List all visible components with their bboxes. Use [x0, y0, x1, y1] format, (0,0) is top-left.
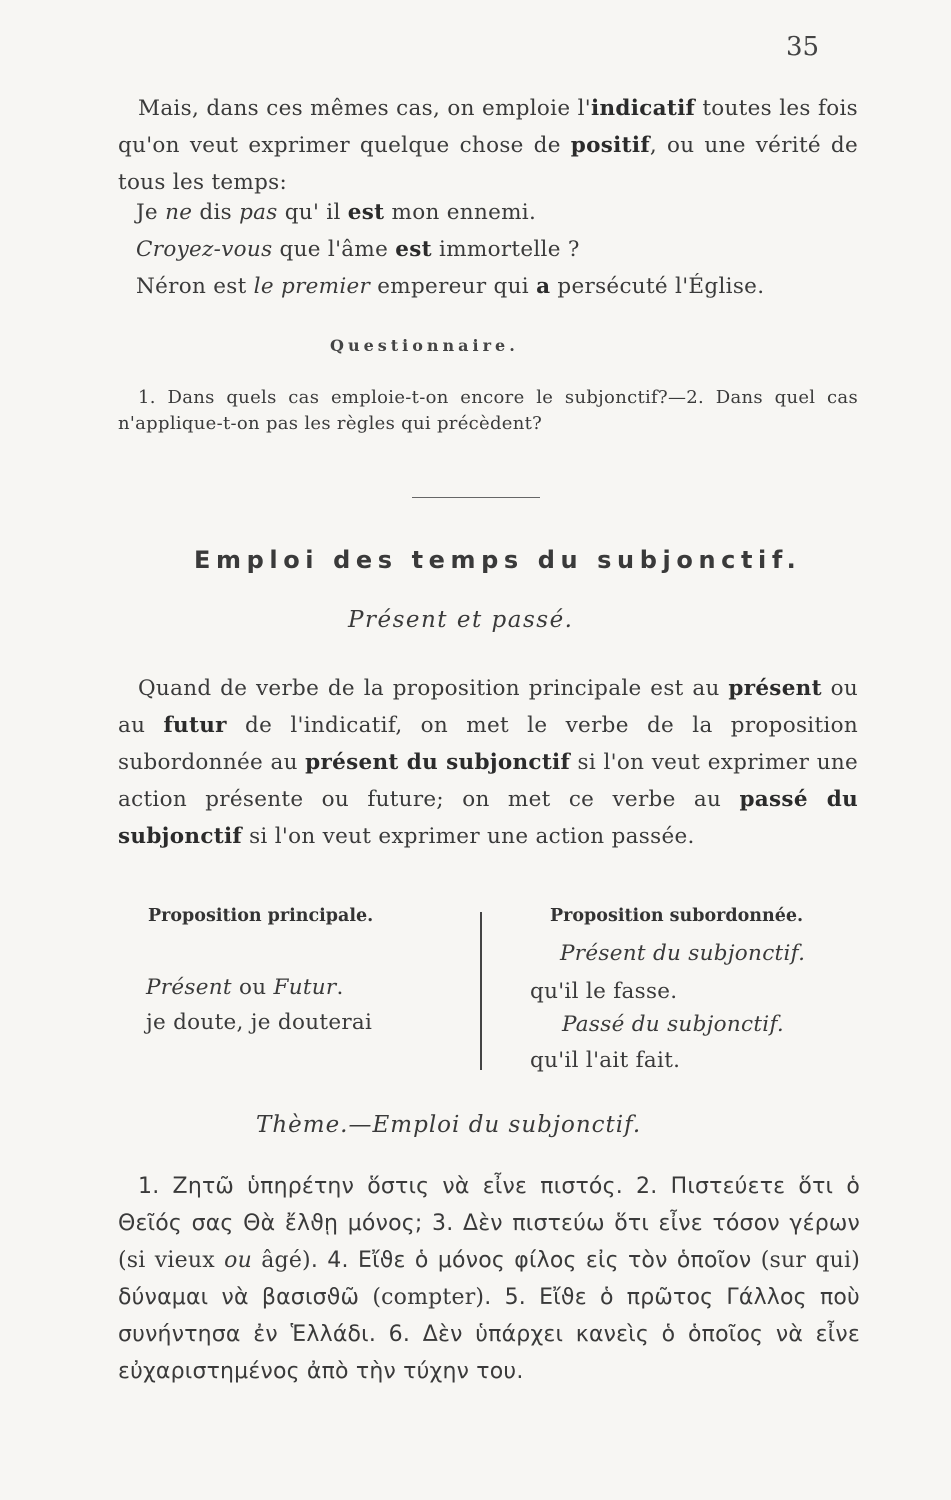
right-column-tense-1: Présent du subjonctif.: [560, 941, 806, 966]
latin-gloss-2: (sur qui): [760, 1248, 860, 1273]
intro-bold-indicatif: indicatif: [591, 96, 696, 121]
section-subtitle: Présent et passé.: [348, 607, 574, 633]
intro-text-3: , ou une vérité de tous les temps:: [118, 133, 859, 195]
ex2-text-b: immortelle ?: [431, 237, 580, 262]
section-divider-rule: [412, 497, 540, 498]
ex1-bold-est: est: [347, 200, 385, 225]
greek-text-3: δύναμαι νὰ βασισϑῶ: [118, 1285, 373, 1310]
theme-title: Thème.—Emploi du subjonctif.: [256, 1112, 642, 1138]
right-column-example-2: qu'il l'ait fait.: [530, 1048, 681, 1073]
ex3-bold-a: a: [536, 274, 551, 299]
left-column-example: je doute, je douterai: [146, 1010, 373, 1035]
rule-text-1: Quand de verbe de la proposition principale est au: [138, 676, 729, 701]
ex2-italic-croyez: Croyez-vous: [136, 237, 273, 262]
greek-text-1: 1. Ζητῶ ὑπηρέτην ὅστις νὰ εἶνε πιστός. 2. Πιστεύετε ὅτι ὁ Θεῖός σας Θὰ ἔλϑῃ μόνος; 3. Δὲν πιστεύω ὅτι εἶνε τόσον γέρων: [118, 1174, 860, 1236]
section-title: Emploi des temps du subjonctif.: [194, 546, 802, 574]
questionnaire-title: Questionnaire.: [330, 336, 519, 355]
ex1-text-d: mon ennemi.: [384, 200, 537, 225]
ex1-text-b: dis: [192, 200, 240, 225]
rule-text-3: de l'indicatif, on met le verbe de la proposition subordonnée au: [118, 713, 858, 775]
latin-gloss-1: (si vieux: [118, 1248, 225, 1273]
rule-text-2: ou au: [118, 676, 858, 738]
right-column-heading: Proposition subordonnée.: [550, 906, 804, 926]
greek-exercise: [118, 1168, 860, 1390]
intro-bold-positif: positif: [570, 133, 650, 158]
left-column-heading: Proposition principale.: [148, 906, 374, 926]
left-column-tense: [146, 975, 344, 1000]
left-tense-futur: Futur: [273, 975, 337, 1000]
right-column-tense-2: Passé du subjonctif.: [562, 1012, 785, 1037]
ex3-italic-premier: le premier: [253, 274, 371, 299]
left-tense-ou: ou: [231, 975, 274, 1000]
ex1-text-a: Je: [136, 200, 166, 225]
rule-text-4: si l'on veut exprimer une action présente ou future; on met ce verbe au: [118, 750, 859, 812]
rule-bold-present: présent: [728, 676, 822, 701]
right-column-example-1: qu'il le fasse.: [530, 979, 678, 1004]
rule-paragraph: [118, 670, 858, 855]
left-tense-present: Présent: [146, 975, 232, 1000]
latin-gloss-1b: âgé): [251, 1248, 311, 1273]
ex3-text-b: empereur qui: [370, 274, 537, 299]
ex1-text-c: qu' il: [277, 200, 348, 225]
intro-paragraph: [118, 90, 858, 201]
ex2-text-a: que l'âme: [272, 237, 396, 262]
intro-text-2: toutes les fois qu'on veut exprimer quelque chose de: [118, 96, 859, 158]
rule-bold-passe-subj: passé du subjonctif: [118, 787, 858, 849]
questionnaire-text: 1. Dans quels cas emploie-t-on encore le subjonctif?—2. Dans quel cas n'applique-t-on pas les règles qui précèdent?: [118, 387, 858, 434]
greek-text-2: . 4. Εἴϑε ὁ μόνος φίλος εἰς τὸν ὁποῖον: [310, 1248, 761, 1273]
greek-text-4: . 5. Εἴϑε ὁ πρῶτος Γάλλος ποὺ συνήντησα ἐν Ἑλλάδι. 6. Δὲν ὑπάρχει κανεὶς ὁ ὁποῖος νὰ εἶνε εὐχαριστημένος ἀπὸ τὴν τύχην του.: [118, 1285, 860, 1384]
rule-bold-futur: futur: [163, 713, 227, 738]
ex2-bold-est: est: [395, 237, 432, 262]
example-line-3: [136, 274, 764, 299]
latin-gloss-ou: ou: [224, 1248, 252, 1273]
example-line-1: [136, 200, 536, 225]
latin-gloss-3: (compter): [372, 1285, 485, 1310]
left-tense-period: .: [336, 975, 344, 1000]
ex3-text-a: Néron est: [136, 274, 254, 299]
rule-bold-present-subj: présent du subjonctif: [305, 750, 571, 775]
ex1-italic-pas: pas: [239, 200, 278, 225]
rule-text-5: si l'on veut exprimer une action passée.: [241, 824, 695, 849]
ex3-text-c: persécuté l'Église.: [550, 274, 765, 299]
ex1-italic-ne: ne: [165, 200, 193, 225]
page-number: 35: [786, 32, 820, 62]
example-line-2: [136, 237, 580, 262]
intro-text-1: Mais, dans ces mêmes cas, on emploie l': [138, 96, 592, 121]
table-column-divider: [480, 912, 482, 1070]
